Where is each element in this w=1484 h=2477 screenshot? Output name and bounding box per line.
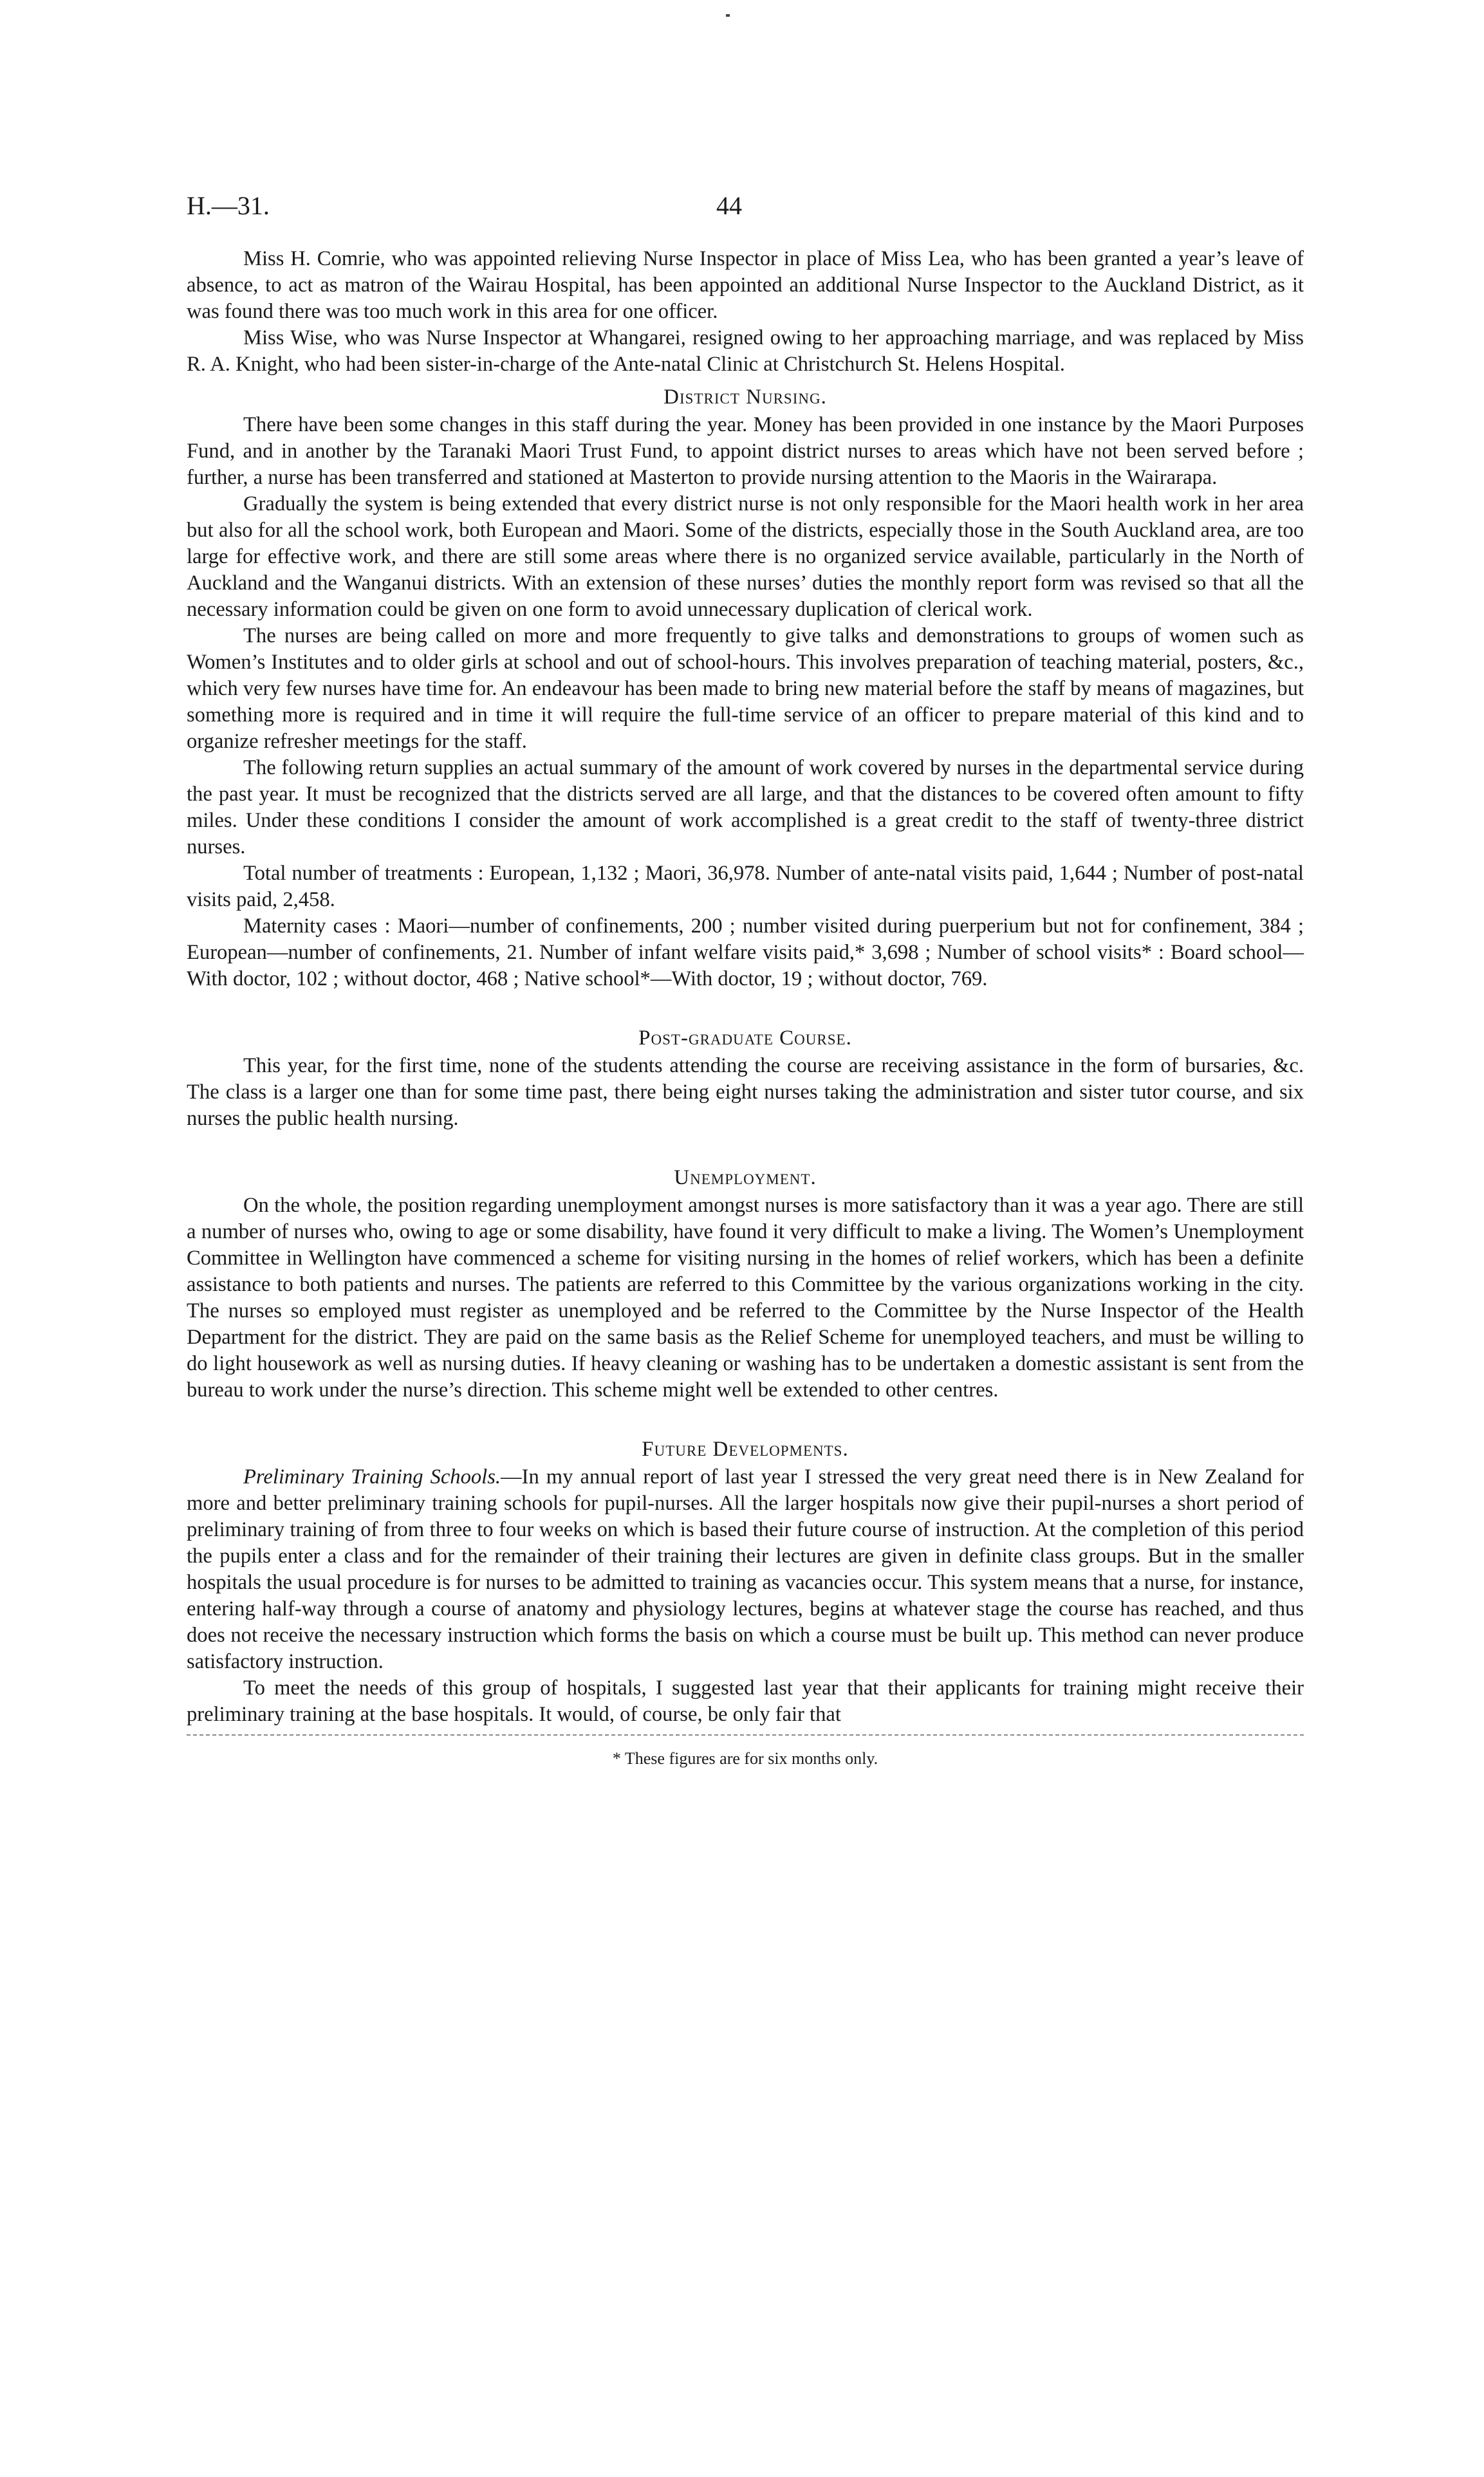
paragraph: On the whole, the position regarding unemployment amongst nurses is more satisfactory than it was a year ago. There are still a number of nurses who, owing to age or some disability, have found it very difficult to make a living. The Women’s Unemployment Committee in Wellington have commenced a scheme for visiting nursing in the homes of relief workers, which has been a definite assistance to both patients and nurses. The patients are referred to this Committee by the various organizations working in the city. The nurses so employed must register as unemployed and be referred to the Committee by the Nurse Inspector of the Health Department for the district. They are paid on the same basis as the Relief Scheme for unemployed teachers, and must be willing to do light housework as well as nursing duties. If heavy cleaning or washing has to be undertaken a domestic assistant is sent from the bureau to work under the nurse’s direction. This scheme might well be extended to other centres. [187, 1194, 1304, 1402]
scan-mark [726, 14, 730, 17]
paragraph-lead: Preliminary Training Schools. [243, 1465, 501, 1489]
footnote: * These figures are for six months only. [612, 1749, 878, 1768]
paragraph: Miss H. Comrie, who was appointed relieving Nurse Inspector in place of Miss Lea, who has been granted a year’s leave of absence, to act as matron of the Wairau Hospital, has been appointed an additional Nurse Inspector to the Auckland District, as it was found there was too much work in this area for one officer. [187, 247, 1304, 323]
paragraph: To meet the needs of this group of hospitals, I suggested last year that their applicants for training might receive their preliminary training at the base hospitals. It would, of course, be only fair that [187, 1676, 1304, 1726]
paragraph: Total number of treatments : European, 1,132 ; Maori, 36,978. Number of ante-natal visits paid, 1,644 ; Number of post-natal visits paid, 2,458. [187, 862, 1304, 911]
paragraph: Miss Wise, who was Nurse Inspector at Whangarei, resigned owing to her approaching marriage, and was replaced by Miss R. A. Knight, who had been sister-in-charge of the Ante-natal Clinic at Christchurch St. Helens Hospital. [187, 326, 1304, 376]
paragraph: This year, for the first time, none of the students attending the course are receiving assistance in the form of bursaries, &c. The class is a larger one than for some time past, there being eight nurses taking the administration and sister tutor course, and six nurses the public health nursing. [187, 1054, 1304, 1130]
paragraph: There have been some changes in this staff during the year. Money has been provided in one instance by the Maori Purposes Fund, and in another by the Taranaki Maori Trust Fund, to appoint district nurses to areas which have not been served before ; further, a nurse has been transferred and stationed at Masterton to provide nursing attention to the Maoris in the Wairarapa. [187, 413, 1304, 489]
section-heading-unemployment: Unemployment. [674, 1166, 817, 1189]
paragraph-body: —In my annual report of last year I stressed the very great need there is in New Zealand for more and better preliminary training schools for pupil-nurses. All the larger hospitals now give their pupil-nurses a short period of preliminary training of from three to four weeks on which is based their future course of instruction. At the completion of this period the pupils enter a class and for the remainder of their training their lectures are given in definite class groups. But in the smaller hospitals the usual procedure is for nurses to be admitted to training as vacancies occur. This system means that a nurse, for instance, entering half-way through a course of anatomy and physiology lectures, begins at whatever stage the course has reached, and thus does not receive the necessary instruction which forms the basis on which a course must be built up. This method can never produce satisfactory instruction. [187, 1465, 1304, 1673]
section-heading-district-nursing: District Nursing. [663, 385, 827, 409]
section-heading-post-graduate: Post-graduate Course. [638, 1026, 852, 1050]
footnote-rule [187, 1734, 1304, 1736]
paragraph: The following return supplies an actual summary of the amount of work covered by nurses in the departmental service during the past year. It must be recognized that the districts served are all large, and that the distances to be covered often amount to fifty miles. Under these conditions I consider the amount of work accomplished is a great credit to the staff of twenty-three district nurses. [187, 756, 1304, 858]
paragraph: The nurses are being called on more and more frequently to give talks and demonstrations to groups of women such as Women’s Institutes and to older girls at school and out of school-hours. This involves preparation of teaching material, posters, &c., which very few nurses have time for. An endeavour has been made to bring new material before the staff by means of magazines, but something more is required and in time it will require the full-time service of an officer to prepare material of this kind and to organize refresher meetings for the staff. [187, 624, 1304, 753]
paragraph [187, 1464, 1304, 1675]
section-heading-future-developments: Future Developments. [642, 1438, 849, 1461]
paragraph: Maternity cases : Maori—number of confinements, 200 ; number visited during puerperium but not for confinement, 384 ; European—number of confinements, 21. Number of infant welfare visits paid,* 3,698 ; Number of school visits* : Board school—With doctor, 102 ; without doctor, 468 ; Native school*—With doctor, 19 ; without doctor, 769. [187, 914, 1304, 990]
paragraph: Gradually the system is being extended that every district nurse is not only responsible for the Maori health work in her area but also for all the school work, both European and Maori. Some of the districts, especially those in the South Auckland area, are too large for effective work, and there are still some areas where there is no organized service available, particularly in the North of Auckland and the Wanganui districts. With an extension of these nurses’ duties the monthly report form was revised so that all the necessary information could be given on one form to avoid unnecessary duplication of clerical work. [187, 492, 1304, 621]
body-text [187, 246, 1304, 1770]
page-number: 44 [716, 191, 742, 220]
report-code: H.—31. [187, 191, 270, 220]
